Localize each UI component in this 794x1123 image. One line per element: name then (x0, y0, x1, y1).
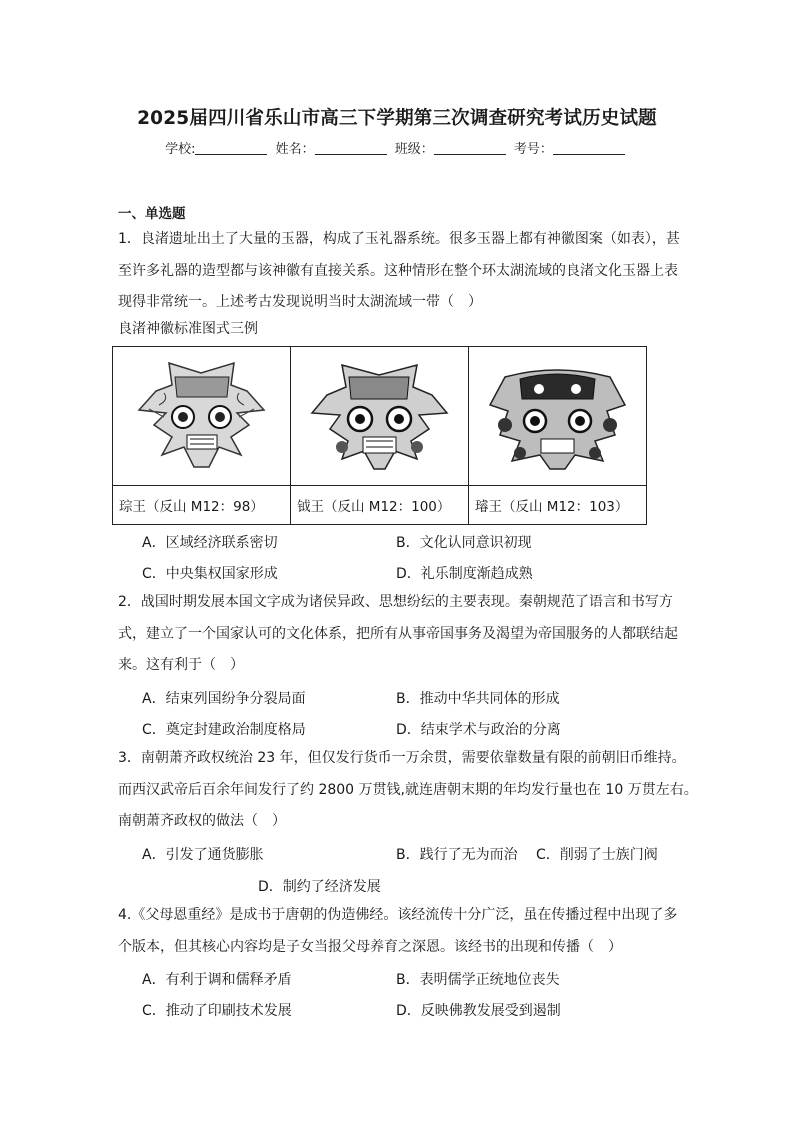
question-line: 南朝萧齐政权的做法（ ） (118, 813, 286, 829)
question-line: 来。这有利于（ ） (118, 657, 244, 673)
option-c[interactable]: C．推动了印刷技术发展 (142, 1003, 292, 1019)
question-line: 3．南朝萧齐政权统治 23 年，但仅发行货币一万余贯，需要依靠数量有限的前朝旧币维持。 (118, 750, 686, 766)
option-a[interactable]: A．引发了通货膨胀 (142, 847, 264, 863)
question-line: 至许多礼器的造型都与该神徽有直接关系。这种情形在整个环太湖流域的良渚文化玉器上表 (118, 262, 678, 279)
info-label-number: 考号： (513, 142, 553, 157)
emblem-image-2 (297, 355, 462, 475)
info-label-class: 班级： (394, 142, 434, 157)
emblem-image-cell (469, 347, 647, 486)
school-blank[interactable] (195, 141, 267, 155)
option-b[interactable]: B．表明儒学正统地位丧失 (396, 972, 560, 988)
emblem-table (112, 346, 647, 525)
question-line: 个版本，但其核心内容均是子女当报父母养育之深恩。该经书的出现和传播（ ） (118, 938, 622, 955)
emblem-image-3 (475, 355, 640, 475)
emblem-label-cell: 琮王（反山 M12：98） (113, 486, 291, 525)
option-b[interactable]: B．践行了无为而治 (396, 847, 518, 863)
option-b[interactable]: B．推动中华共同体的形成 (396, 691, 560, 707)
question-line: 式，建立了一个国家认可的文化体系，把所有从事帝国事务及渴望为帝国服务的人都联结起 (118, 625, 678, 642)
emblem-image-1 (119, 355, 284, 475)
question-4-stem (118, 900, 678, 963)
class-blank[interactable] (434, 141, 506, 155)
option-d[interactable]: D．制约了经济发展 (258, 879, 381, 895)
option-a[interactable]: A．有利于调和儒释矛盾 (142, 972, 292, 988)
question-3-stem (118, 743, 698, 838)
emblem-image-cell (113, 347, 291, 486)
option-d[interactable]: D．礼乐制度渐趋成熟 (396, 566, 533, 582)
emblem-label-cell: 璿王（反山 M12：103） (469, 486, 647, 525)
number-blank[interactable] (553, 141, 625, 155)
option-d[interactable]: D．反映佛教发展受到遏制 (396, 1003, 561, 1019)
option-c[interactable]: C．奠定封建政治制度格局 (142, 722, 306, 738)
question-line: 2．战国时期发展本国文字成为诸侯异政、思想纷纭的主要表现。秦朝规范了语言和书写方 (118, 594, 673, 610)
question-1-stem (118, 224, 678, 319)
emblem-label-cell: 钺王（反山 M12：100） (291, 486, 469, 525)
info-label-name: 姓名： (275, 142, 315, 157)
option-d[interactable]: D．结束学术与政治的分离 (396, 722, 561, 738)
info-label-school: 学校: (165, 142, 196, 157)
question-line: 现得非常统一。上述考古发现说明当时太湖流域一带（ ） (118, 294, 482, 310)
question-line: 4.《父母恩重经》是成书于唐朝的伪造佛经。该经流传十分广泛，虽在传播过程中出现了多 (118, 907, 678, 923)
question-line: 1．良渚遗址出土了大量的玉器，构成了玉礼器系统。很多玉器上都有神徽图案（如表），甚 (118, 231, 680, 247)
figure-caption: 良渚神徽标准图式三例 (118, 321, 258, 337)
option-b[interactable]: B．文化认同意识初现 (396, 535, 532, 551)
student-info-line (0, 138, 794, 157)
page-title: 2025届四川省乐山市高三下学期第三次调查研究考试历史试题 (137, 108, 657, 129)
section-heading: 一、单选题 (118, 206, 186, 222)
option-a[interactable]: A．结束列国纷争分裂局面 (142, 691, 306, 707)
option-c[interactable]: C．削弱了士族门阀 (536, 847, 658, 863)
question-line: 而西汉武帝后百余年间发行了约 2800 万贯钱,就连唐朝末期的年均发行量也在 10 万贯左右。 (118, 781, 698, 798)
question-2-stem (118, 587, 678, 682)
name-blank[interactable] (315, 141, 387, 155)
option-a[interactable]: A．区域经济联系密切 (142, 535, 278, 551)
option-c[interactable]: C．中央集权国家形成 (142, 566, 278, 582)
emblem-image-cell (291, 347, 469, 486)
